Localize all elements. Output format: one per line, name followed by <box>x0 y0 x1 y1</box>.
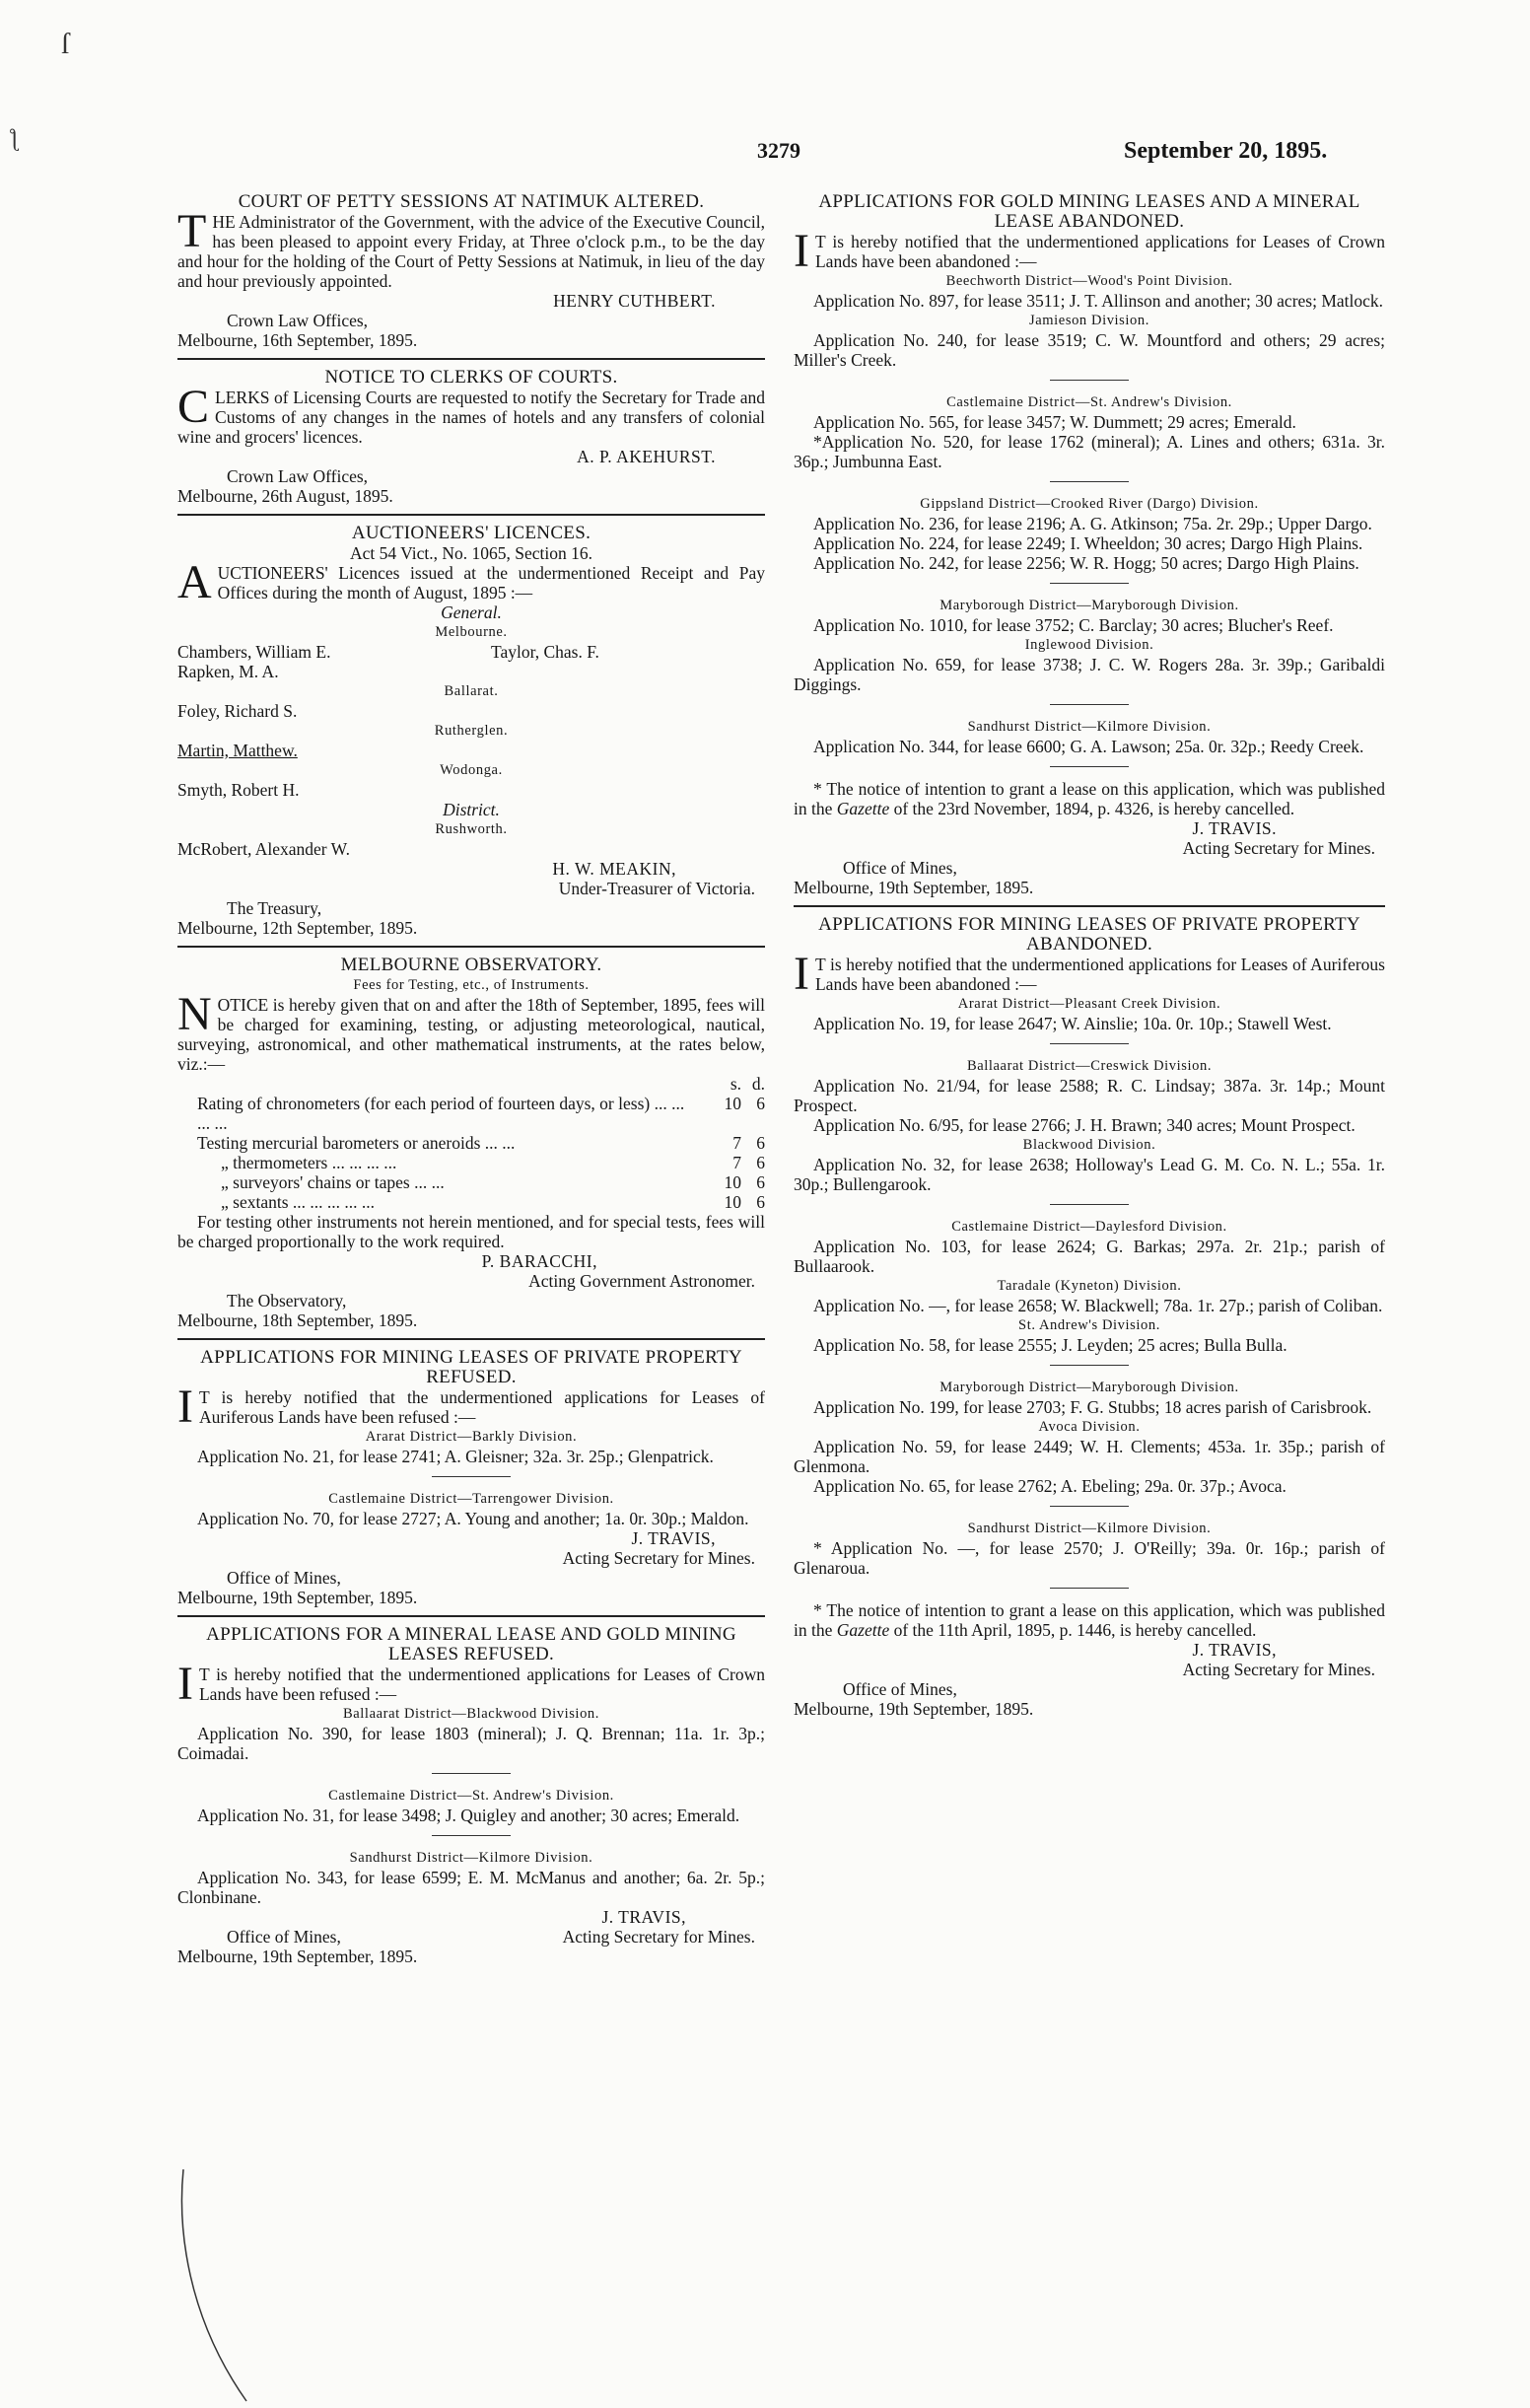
notice-private-refused <box>177 1348 765 1607</box>
application-entry: Application No. 21, for lease 2741; A. Gleisner; 32a. 3r. 25p.; Glenpatrick. <box>197 1447 714 1466</box>
fee-d: 6 <box>756 1094 765 1113</box>
table-row <box>177 1172 765 1192</box>
application-entry: Application No. 659, for lease 3738; J. C. W. Rogers 28a. 3r. 39p.; Garibaldi Diggings. <box>794 655 1385 694</box>
drop-cap: I <box>794 225 809 277</box>
list-item: McRobert, Alexander W. <box>177 839 350 859</box>
fee-label: Rating of chronometers (for each period of fourteen days, or less) ... ... ... ... <box>197 1094 685 1133</box>
notice-text: OTICE is hereby given that on and after the 18th of September, 1895, fees will be charged for examining, testing, or adjusting meteorological, nautical, surveying, astronomical, and other mathematical instruments, at the rates below, viz.:— <box>177 995 765 1074</box>
signatory-role: Acting Secretary for Mines. <box>562 1548 755 1568</box>
signatory: A. P. AKEHURST. <box>577 447 716 466</box>
district-heading: Avoca Division. <box>1038 1419 1141 1435</box>
application-entry: Application No. 59, for lease 2449; W. H. Clements; 453a. 1r. 35p.; parish of Glenmona. <box>794 1437 1385 1476</box>
signatory: J. TRAVIS, <box>601 1907 686 1927</box>
section-rule <box>177 358 765 360</box>
application-entry: * Application No. —, for lease 2570; J. O'Reilly; 39a. 0r. 16p.; parish of Glenaroua. <box>794 1538 1385 1578</box>
district-heading: Sandhurst District—Kilmore Division. <box>967 719 1212 735</box>
right-column <box>794 192 1385 1725</box>
note-gazette: Gazette <box>836 1620 890 1640</box>
fee-s: 10 <box>724 1094 741 1113</box>
district-heading: Jamieson Division. <box>1029 313 1149 328</box>
application-entry: Application No. 58, for lease 2555; J. Leyden; 25 acres; Bulla Bulla. <box>813 1335 1287 1355</box>
section-title: COURT OF PETTY SESSIONS AT NATIMUK ALTERED. <box>238 191 705 212</box>
section-title: MELBOURNE OBSERVATORY. <box>340 955 602 975</box>
application-entry: Application No. 224, for lease 2249; I. Wheeldon; 30 acres; Dargo High Plains. <box>813 533 1363 553</box>
section-title: APPLICATIONS FOR GOLD MINING LEASES AND A MINERAL LEASE ABANDONED. <box>818 191 1360 232</box>
notice-gold-abandoned <box>794 192 1385 897</box>
office: The Observatory, <box>227 1291 347 1310</box>
signatory-role: Acting Government Astronomer. <box>528 1271 755 1291</box>
application-entry: Application No. 897, for lease 3511; J. T. Allinson and another; 30 acres; Matlock. <box>813 291 1384 311</box>
section-rule <box>794 905 1385 907</box>
district-heading: Sandhurst District—Kilmore Division. <box>967 1521 1212 1536</box>
signatory: J. TRAVIS, <box>1192 1640 1277 1660</box>
notice-body <box>794 225 1385 277</box>
notice-text: LERKS of Licensing Courts are requested to notify the Secretary for Trade and Customs of any changes in the names of hotels and any transfers of colonial wine and grocers' licences. <box>177 388 765 447</box>
place-date: Melbourne, 19th September, 1895. <box>177 1947 418 1966</box>
application-entry: Application No. 242, for lease 2256; W. R. Hogg; 50 acres; Dargo High Plains. <box>813 553 1359 573</box>
short-rule <box>1050 1204 1129 1205</box>
signatory: H. W. MEAKIN, <box>552 859 676 879</box>
notice-text: T is hereby notified that the undermentioned applications for Leases of Crown Lands have been abandoned :— <box>814 232 1385 271</box>
district-heading: Castlemaine District—Tarrengower Division. <box>328 1491 614 1507</box>
fee-label: „ thermometers ... ... ... ... <box>221 1153 397 1172</box>
note-gazette: Gazette <box>836 799 890 818</box>
notice-clerks <box>177 368 765 506</box>
drop-cap: T <box>177 205 207 257</box>
fee-header <box>177 1074 765 1094</box>
list-item: Smyth, Robert H. <box>177 780 300 800</box>
district-heading: Ballaarat District—Creswick Division. <box>966 1058 1213 1074</box>
note-text: * The notice of intention to grant a lease on this application, which was published in the <box>794 1600 1385 1640</box>
notice-text: T is hereby notified that the undermentioned applications for Leases of Auriferous Lands have been refused :— <box>198 1387 765 1427</box>
district-heading: Maryborough District—Maryborough Division. <box>939 1380 1239 1395</box>
application-entry: Application No. 6/95, for lease 2766; J. H. Brawn; 340 acres; Mount Prospect. <box>813 1115 1356 1135</box>
application-entry: Application No. 21/94, for lease 2588; R. C. Lindsay; 387a. 3r. 14p.; Mount Prospect. <box>794 1076 1385 1115</box>
section-title: APPLICATIONS FOR A MINERAL LEASE AND GOLD MINING LEASES REFUSED. <box>206 1624 736 1664</box>
cancellation-note <box>794 779 1385 818</box>
district-heading: Ballaarat District—Blackwood Division. <box>343 1706 599 1722</box>
heading-general: General. <box>441 602 502 622</box>
district-heading: Sandhurst District—Kilmore Division. <box>349 1850 593 1866</box>
section-rule <box>177 946 765 948</box>
short-rule <box>1050 766 1129 767</box>
district-heading: Ararat District—Barkly Division. <box>365 1429 578 1445</box>
district-heading: Blackwood Division. <box>1022 1137 1156 1153</box>
fee-s: 10 <box>724 1192 741 1212</box>
note-text: of the 23rd November, 1894, p. 4326, is hereby cancelled. <box>889 799 1295 818</box>
section-title: APPLICATIONS FOR MINING LEASES OF PRIVATE PROPERTY REFUSED. <box>200 1347 742 1387</box>
margin-mark-top: ſ <box>61 28 70 60</box>
office: Office of Mines, <box>227 1568 341 1588</box>
signatory-role: Acting Secretary for Mines. <box>1182 1660 1375 1679</box>
notice-body <box>177 556 765 608</box>
signatory-role: Under-Treasurer of Victoria. <box>558 879 755 898</box>
table-row <box>177 1094 765 1133</box>
section-title: AUCTIONEERS' LICENCES. <box>351 523 591 543</box>
short-rule <box>1050 1588 1129 1589</box>
district-heading: Ararat District—Pleasant Creek Division. <box>957 996 1221 1012</box>
short-rule <box>1050 1365 1129 1366</box>
application-entry: Application No. 70, for lease 2727; A. Young and another; 1a. 0r. 30p.; Maldon. <box>197 1509 749 1528</box>
drop-cap: I <box>177 1658 193 1710</box>
application-entry: *Application No. 520, for lease 1762 (mineral); A. Lines and others; 631a. 3r. 36p.; Jumbunna East. <box>794 432 1385 471</box>
drop-cap: I <box>794 948 809 1000</box>
cancellation-note <box>794 1600 1385 1640</box>
application-entry: Application No. 390, for lease 1803 (mineral); J. Q. Brennan; 11a. 1r. 3p.; Coimadai. <box>177 1724 765 1763</box>
signatory: HENRY CUTHBERT. <box>553 291 716 311</box>
short-rule <box>1050 1043 1129 1044</box>
section-subtitle: Fees for Testing, etc., of Instruments. <box>353 977 590 993</box>
section-rule <box>177 1615 765 1617</box>
signatory: J. TRAVIS, <box>631 1528 716 1548</box>
place-date: Melbourne, 26th August, 1895. <box>177 486 393 506</box>
short-rule <box>432 1476 511 1477</box>
fee-label: Testing mercurial barometers or aneroids ... ... <box>197 1133 516 1153</box>
drop-cap: A <box>177 556 212 608</box>
list-item: Chambers, William E. <box>177 642 331 662</box>
table-row <box>177 1192 765 1212</box>
application-entry: Application No. 344, for lease 6600; G. A. Lawson; 25a. 0r. 32p.; Reedy Creek. <box>813 737 1364 756</box>
short-rule <box>1050 704 1129 705</box>
note-text: * The notice of intention to grant a lease on this application, which was published in the <box>794 779 1385 818</box>
fee-d: 6 <box>756 1133 765 1153</box>
district-heading: St. Andrew's Division. <box>1018 1317 1160 1333</box>
fee-d: 6 <box>756 1153 765 1172</box>
heading-wodonga: Wodonga. <box>440 762 503 778</box>
notice-body <box>177 381 765 447</box>
place-date: Melbourne, 12th September, 1895. <box>177 918 418 938</box>
district-heading: Castlemaine District—Daylesford Division. <box>951 1219 1227 1235</box>
melbourne-names <box>177 642 765 681</box>
heading-district: District. <box>443 800 500 819</box>
fee-label: „ sextants ... ... ... ... ... <box>221 1192 376 1212</box>
notice-body <box>177 988 765 1074</box>
heading-rushworth: Rushworth. <box>435 821 508 837</box>
district-heading: Castlemaine District—St. Andrew's Division. <box>946 394 1232 410</box>
drop-cap: N <box>177 988 212 1040</box>
notice-text: T is hereby notified that the undermentioned applications for Leases of Crown Lands have been refused :— <box>198 1664 765 1704</box>
application-entry: Application No. 32, for lease 2638; Holloway's Lead G. M. Co. N. L.; 55a. 1r. 30p.; Bullengarook. <box>794 1155 1385 1194</box>
application-entry: Application No. 103, for lease 2624; G. Barkas; 297a. 2r. 21p.; parish of Bullaarook. <box>794 1237 1385 1276</box>
section-rule <box>177 1338 765 1340</box>
office: Office of Mines, <box>227 1927 341 1947</box>
notice-body <box>794 948 1385 1000</box>
fee-table <box>177 1094 765 1212</box>
section-rule <box>177 514 765 516</box>
margin-mark-side: ƪ <box>10 126 19 152</box>
fee-s: 10 <box>724 1172 741 1192</box>
district-heading: Maryborough District—Maryborough Division. <box>939 598 1239 613</box>
table-row <box>177 1153 765 1172</box>
place-date: Melbourne, 18th September, 1895. <box>177 1310 418 1330</box>
fee-s: 7 <box>732 1153 741 1172</box>
application-entry: Application No. 343, for lease 6599; E. M. McManus and another; 6a. 2r. 5p.; Clonbinane. <box>177 1868 765 1907</box>
list-item: Taylor, Chas. F. <box>491 642 599 662</box>
drop-cap: I <box>177 1381 193 1433</box>
short-rule <box>1050 1506 1129 1507</box>
signatory: P. BARACCHI, <box>481 1251 597 1271</box>
notice-auctioneers <box>177 524 765 938</box>
application-entry: Application No. 565, for lease 3457; W. Dummett; 29 acres; Emerald. <box>813 412 1296 432</box>
short-rule <box>1050 380 1129 381</box>
application-entry: Application No. 199, for lease 2703; F. G. Stubbs; 18 acres parish of Carisbrook. <box>813 1397 1372 1417</box>
office-line <box>177 1927 765 1947</box>
short-rule <box>432 1773 511 1774</box>
application-entry: Application No. 19, for lease 2647; W. Ainslie; 10a. 0r. 10p.; Stawell West. <box>813 1014 1332 1033</box>
fee-s: 7 <box>732 1133 741 1153</box>
notice-body <box>177 1658 765 1710</box>
fee-d: 6 <box>756 1192 765 1212</box>
short-rule <box>1050 481 1129 482</box>
place-date: Melbourne, 19th September, 1895. <box>794 1699 1034 1719</box>
place-date: Melbourne, 19th September, 1895. <box>177 1588 418 1607</box>
office: The Treasury, <box>227 898 322 918</box>
drop-cap: C <box>177 381 210 433</box>
notice-text: HE Administrator of the Government, with the advice of the Executive Council, has been pleased to appoint every Friday, at Three o'clock p.m., to be the day and hour for the holding of the Court of Petty Sessions at Natimuk, in lieu of the day and hour previously appointed. <box>177 212 765 291</box>
short-rule <box>432 1835 511 1836</box>
fee-col-s: s. <box>730 1074 741 1094</box>
office: Office of Mines, <box>843 1679 957 1699</box>
fee-footnote: For testing other instruments not herein mentioned, and for special tests, fees will be charged proportionally to the work required. <box>177 1212 765 1251</box>
list-item <box>471 662 765 681</box>
section-title: NOTICE TO CLERKS OF COURTS. <box>324 367 618 388</box>
district-heading: Inglewood Division. <box>1024 637 1154 653</box>
place-date: Melbourne, 19th September, 1895. <box>794 878 1034 897</box>
fee-d: 6 <box>756 1172 765 1192</box>
notice-body <box>177 205 765 291</box>
district-heading: Beechworth District—Wood's Point Division. <box>945 273 1233 289</box>
note-text: of the 11th April, 1895, p. 1446, is hereby cancelled. <box>889 1620 1257 1640</box>
signatory-role: Acting Secretary for Mines. <box>562 1927 755 1947</box>
section-subtitle: Act 54 Vict., No. 1065, Section 16. <box>349 543 593 563</box>
district-heading: Castlemaine District—St. Andrew's Division. <box>328 1788 614 1804</box>
district-heading: Taradale (Kyneton) Division. <box>997 1278 1182 1294</box>
list-item: Martin, Matthew. <box>177 741 298 760</box>
application-entry: Application No. —, for lease 2658; W. Blackwell; 78a. 1r. 27p.; parish of Coliban. <box>813 1296 1383 1315</box>
notice-body <box>177 1381 765 1433</box>
notice-text: UCTIONEERS' Licences issued at the undermentioned Receipt and Pay Offices during the month of August, 1895 :— <box>217 563 765 602</box>
list-item: Rapken, M. A. <box>177 662 279 681</box>
application-entry: Application No. 240, for lease 3519; C. W. Mountford and others; 29 acres; Miller's Creek. <box>794 330 1385 370</box>
office: Crown Law Offices, <box>227 311 369 330</box>
application-entry: Application No. 1010, for lease 3752; C. Barclay; 30 acres; Blucher's Reef. <box>813 615 1334 635</box>
page-date: September 20, 1895. <box>1124 138 1328 164</box>
notice-observatory <box>177 956 765 1330</box>
application-entry: Application No. 236, for lease 2196; A. G. Atkinson; 75a. 2r. 29p.; Upper Dargo. <box>813 514 1372 533</box>
office: Crown Law Offices, <box>227 466 369 486</box>
heading-melbourne: Melbourne. <box>435 624 508 640</box>
fee-col-d: d. <box>751 1074 765 1094</box>
heading-rutherglen: Rutherglen. <box>434 723 509 739</box>
signatory-role: Acting Secretary for Mines. <box>1182 838 1375 858</box>
section-title: APPLICATIONS FOR MINING LEASES OF PRIVATE PROPERTY ABANDONED. <box>818 914 1360 955</box>
notice-mineral-refused <box>177 1625 765 1966</box>
place-date: Melbourne, 16th September, 1895. <box>177 330 418 350</box>
notice-text: T is hereby notified that the undermentioned applications for Leases of Auriferous Lands have been abandoned :— <box>814 955 1385 994</box>
page-number: 3279 <box>757 138 800 163</box>
heading-ballarat: Ballarat. <box>444 683 499 699</box>
notice-private-abandoned <box>794 915 1385 1719</box>
short-rule <box>1050 583 1129 584</box>
office: Office of Mines, <box>843 858 957 878</box>
notice-natimuk <box>177 192 765 350</box>
table-row <box>177 1133 765 1153</box>
left-column <box>177 192 765 1972</box>
margin-bracket-line <box>177 2169 256 2406</box>
district-heading: Gippsland District—Crooked River (Dargo) Division. <box>920 496 1259 512</box>
fee-label: „ surveyors' chains or tapes ... ... <box>221 1172 445 1192</box>
application-entry: Application No. 31, for lease 3498; J. Quigley and another; 30 acres; Emerald. <box>197 1806 740 1825</box>
list-item: Foley, Richard S. <box>177 701 298 721</box>
signatory: J. TRAVIS. <box>1192 818 1277 838</box>
application-entry: Application No. 65, for lease 2762; A. Ebeling; 29a. 0r. 37p.; Avoca. <box>813 1476 1287 1496</box>
